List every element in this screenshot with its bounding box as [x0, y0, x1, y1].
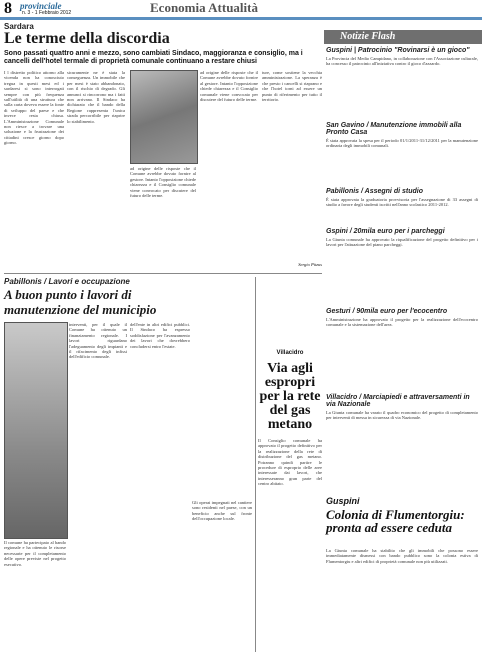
section-divider — [4, 273, 322, 274]
second-kicker: Pabillonis / Lavori e occupazione — [4, 277, 130, 286]
notizie-flash-title: Notizie Flash — [340, 31, 396, 42]
flash-item-head: Gesturi / 90mila euro per l'ecocentro — [326, 308, 448, 315]
header-rule — [0, 17, 482, 20]
main-col3: ad origine delle risposte che il Comune avrebbe dovuto fornire al gestore. Intanto l'opposizione chiede chiarezza e il Consiglio comunale viene convocato per discutere del futuro delle terme. — [130, 166, 196, 199]
flash-item-head: Pabillonis / Assegni di studio — [326, 188, 423, 195]
second-col2: Il comune ha partecipato al bando regionale e ha ottenuto le risorse necessarie per il completamento delle opere previste nel progetto esecutivo. — [4, 540, 66, 567]
colonia-body: La Giunta comunale ha stabilito che gli immobili che possono essere immediatamente dismessi con bando pubblico sono la colonia estiva di Flumentorgiu e altri edifici di proprietà comunale non più utilizzati. — [326, 548, 478, 564]
flash-item-head: Villacidro / Marciapiedi e attraversamenti in via Nazionale — [326, 394, 470, 408]
flash-item-body: La Provincia del Medio Campidano, in collaborazione con l'Associazione culturale, ha concesso il patrocinio all'iniziativa contro il gioco d'azzardo. — [326, 56, 478, 67]
main-col1: I l distretto politico attorno alla vicenda non ha conosciuto tregua in questi mesi ed i sardaresi si sono interrogati sempre con più frequenza sull'utilità di una struttura che sulla carta doveva essere la fonte di sviluppo del paese e che invece resta chiusa. L'Amministrazione Comunale non riesce a trovare una soluzione e la frustrazione dei cittadini cresce giorno dopo giorno. — [4, 70, 64, 146]
villacidro-tag: Villacidro — [276, 350, 304, 356]
main-col3b: ad origine delle risposte che il Comune avrebbe dovuto fornire al gestore. Intanto l'opposizione chiede chiarezza e il Consiglio comunale viene convocato per discutere del futuro delle terme. — [200, 70, 258, 103]
second-headline: A buon punto i lavori di manutenzione del municipio — [4, 287, 157, 317]
flash-item-head: Guspini | Patrocinio "Rovinarsi è un gioco" — [326, 47, 470, 54]
column-rule — [255, 277, 256, 652]
flash-item-head: Gspini / 20mila euro per i parcheggi — [326, 228, 445, 235]
flash-item-head: San Gavino / Manutenzione immobili alla Pronto Casa — [326, 122, 462, 136]
main-col2: sicuramente ne è stata la conseguenza. Un immobile che per mesi è stato abbandonato, con il rischio di degrado. Gli annunci si rincorrono ma i fatti non arrivano. Il Sindaco ha dichiarato che il bando della Regione rappresenta l'unica strada percorribile per riaprire lo stabilimento. — [67, 70, 125, 124]
main-kicker: Sardara — [4, 22, 34, 31]
villacidro-headline: Via agli espropri per la rete del gas metano — [259, 361, 321, 432]
main-author: Sergio Pitzus — [298, 262, 322, 267]
flash-item-body: L'Amministrazione ha approvato il progetto per la realizzazione dell'ecocentro comunale e la sistemazione dell'area. — [326, 317, 478, 328]
villacidro-body: Il Consiglio comunale ha approvato il progetto definitivo per la realizzazione della rete di distribuzione del gas metano. Potranno quindi partire le procedure di esproprio delle aree interessate dai lavori, che interesseranno gran parte del centro abitato. — [258, 438, 322, 487]
page-number: 8 — [4, 0, 12, 17]
main-headline: Le terme della discordia — [4, 30, 170, 47]
main-subhead: Sono passati quattro anni e mezzo, sono cambiati Sindaco, maggioranza e consiglio, ma i cancelli dell'hotel termale di proprietà comunale continuano a restare chiusi — [4, 50, 303, 65]
main-col4: ture, come sostiene la vecchia amministrazione. La speranza è che presto i cancelli si riaprano e che l'hotel torni ad essere un punto di riferimento per tutto il territorio. — [262, 70, 322, 103]
second-col1: interventi, per il quale il Comune ha ottenuto un finanziamento regionale. I lavori riguardano l'adeguamento degli impianti e il rifacimento degli infissi dell'edificio comunale. — [69, 322, 127, 360]
flash-item-body: È stata approvata la graduatoria provvisoria per l'assegnazione di 33 assegni di studio a favore degli studenti iscritti nell'anno scolastico 2011-2012. — [326, 197, 478, 208]
newspaper-logo: provinciale — [20, 1, 62, 11]
section-title: Economia Attualità — [150, 0, 258, 15]
municipio-photo — [4, 322, 68, 539]
main-photo — [130, 70, 198, 164]
flash-item-body: La Giunta comunale ha approvato la riqualificazione del progetto definitivo per i lavori per l'attuazione del piano parcheggi. — [326, 237, 478, 248]
flash-item-body: La Giunta comunale ha varato il quadro economico del progetto di completamento per interventi di messa in sicurezza di via Nazionale. — [326, 410, 478, 421]
flash-item-body: È stata approvata la spesa per il periodo 01/1/2011-31/12/2011 per la manutenzione ordinaria degli immobili comunali. — [326, 138, 478, 149]
colonia-headline: Colonia di Flumentorgiu: pronta ad essere ceduta — [326, 507, 465, 535]
issue-date: n. 3 - 1 Febbraio 2012 — [22, 10, 72, 16]
guspini-tag: Guspini — [326, 496, 360, 506]
second-col4: Gli operai impegnati nel cantiere sono residenti nel paese, con un beneficio anche sul fronte dell'occupazione locale. — [192, 500, 252, 522]
second-col3: dell'ente in altri edifici pubblici. Il Sindaco ha espresso soddisfazione per l'avanzamento dei lavori che dovrebbero concludersi entro l'estate. — [130, 322, 190, 349]
